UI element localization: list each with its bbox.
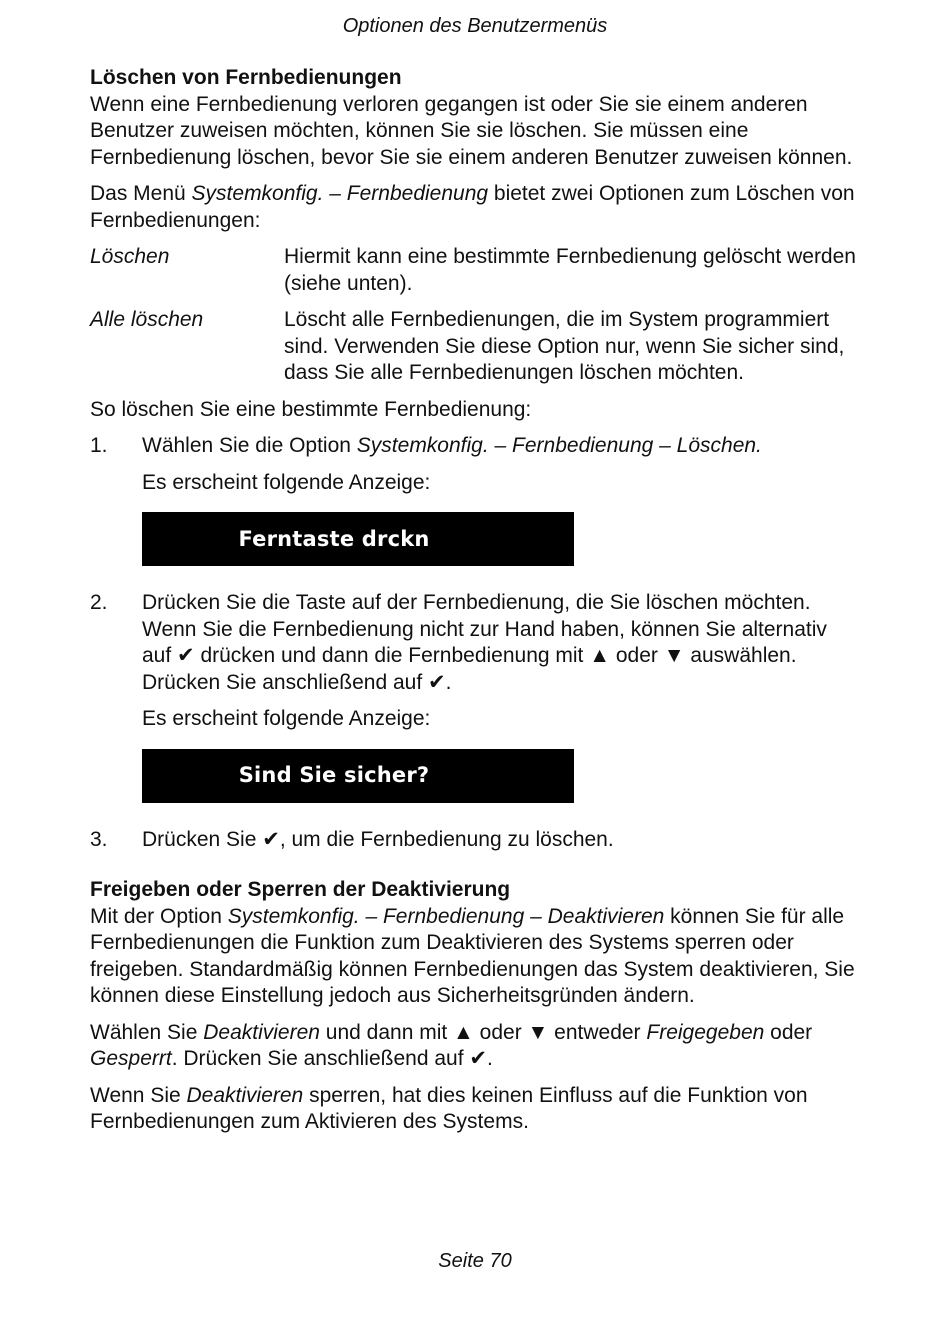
step-number: 1. bbox=[90, 434, 108, 457]
option-description: Hiermit kann eine bestimmte Fernbedienung gelöscht werden (siehe unten). bbox=[284, 245, 856, 295]
page-content bbox=[90, 65, 860, 1146]
section-deaktivierung bbox=[90, 877, 860, 1136]
step-text: Drücken Sie ✔, um die Fernbedienung zu löschen. bbox=[142, 827, 614, 851]
step-2 bbox=[90, 590, 860, 817]
menu-path: Systemkonfig. – Fernbedienung – Deaktivieren bbox=[227, 904, 665, 928]
option-term: Alle löschen bbox=[90, 308, 204, 331]
option-description: Löscht alle Fernbedienungen, die im System programmiert sind. Verwenden Sie diese Option nur, wenn Sie sicher sind, dass Sie alle Fernbedienungen löschen möchten. bbox=[284, 308, 845, 384]
lcd-text: Sind Sie sicher? bbox=[238, 763, 430, 788]
menu-path: Systemkonfig. – Fernbedienung – Löschen. bbox=[356, 434, 762, 457]
steps-intro: So löschen Sie eine bestimmte Fernbedienung: bbox=[90, 397, 532, 421]
step-body bbox=[142, 827, 860, 864]
option-row-alle-loeschen bbox=[90, 307, 860, 387]
running-header: Optionen des Benutzermenüs bbox=[342, 15, 608, 37]
intro-paragraph: Wenn eine Fernbedienung verloren gegangen ist oder Sie sie einem anderen Benutzer zuweisen möchten, können Sie sie löschen. Sie müssen eine Fernbedienung löschen, bevor Sie sie einem anderen Benutzer zuweisen können. bbox=[90, 92, 853, 169]
step-3 bbox=[90, 827, 860, 864]
step-body bbox=[142, 433, 860, 580]
step-text: Drücken Sie die Taste auf der Fernbedienung, die Sie löschen möchten. Wenn Sie die Fernbedienung nicht zur Hand haben, können Sie alternativ auf ✔ drücken und dann die Fernbedienung mit ▲ oder ▼ auswählen. Drücken Sie anschließend auf ✔. bbox=[142, 591, 827, 694]
step-1 bbox=[90, 433, 860, 580]
menu-path: Systemkonfig. – Fernbedienung bbox=[191, 182, 489, 205]
lcd-display bbox=[142, 512, 574, 566]
step-text: Wählen Sie die Option Systemkonfig. – Fernbedienung – Löschen. bbox=[142, 434, 762, 457]
page-number: Seite 70 bbox=[438, 1250, 512, 1272]
section-heading-deaktivierung: Freigeben oder Sperren der Deaktivierung bbox=[90, 878, 511, 901]
option-row-loeschen bbox=[90, 244, 860, 297]
menu-paragraph: Das Menü Systemkonfig. – Fernbedienung bietet zwei Optionen zum Löschen von Fernbedienungen: bbox=[90, 182, 855, 232]
paragraph-1: Mit der Option Systemkonfig. – Fernbedienung – Deaktivieren können Sie für alle Fernbedienungen die Funktion zum Deaktivieren des Systems sperren oder freigeben. Standardmäßig können Fernbedienungen das System deaktivieren, Sie können diese Einstellung jedoch aus Sicherheitsgründen ändern. bbox=[90, 904, 855, 1007]
section-heading-loeschen: Löschen von Fernbedienungen bbox=[90, 66, 402, 89]
step-follow-text: Es erscheint folgende Anzeige: bbox=[142, 470, 431, 494]
paragraph-2: Wählen Sie Deaktivieren und dann mit ▲ oder ▼ entweder Freigegeben oder Gesperrt. Drücken Sie anschließend auf ✔. bbox=[90, 1020, 813, 1070]
paragraph-3: Wenn Sie Deaktivieren sperren, hat dies keinen Einfluss auf die Funktion von Fernbedienungen zum Aktivieren des Systems. bbox=[90, 1083, 808, 1133]
step-number: 3. bbox=[90, 827, 108, 851]
lcd-display bbox=[142, 749, 574, 803]
lcd-text: Ferntaste drckn bbox=[238, 526, 430, 551]
step-number: 2. bbox=[90, 591, 108, 614]
step-follow-text: Es erscheint folgende Anzeige: bbox=[142, 707, 431, 730]
option-term: Löschen bbox=[90, 245, 170, 268]
step-body bbox=[142, 590, 860, 817]
